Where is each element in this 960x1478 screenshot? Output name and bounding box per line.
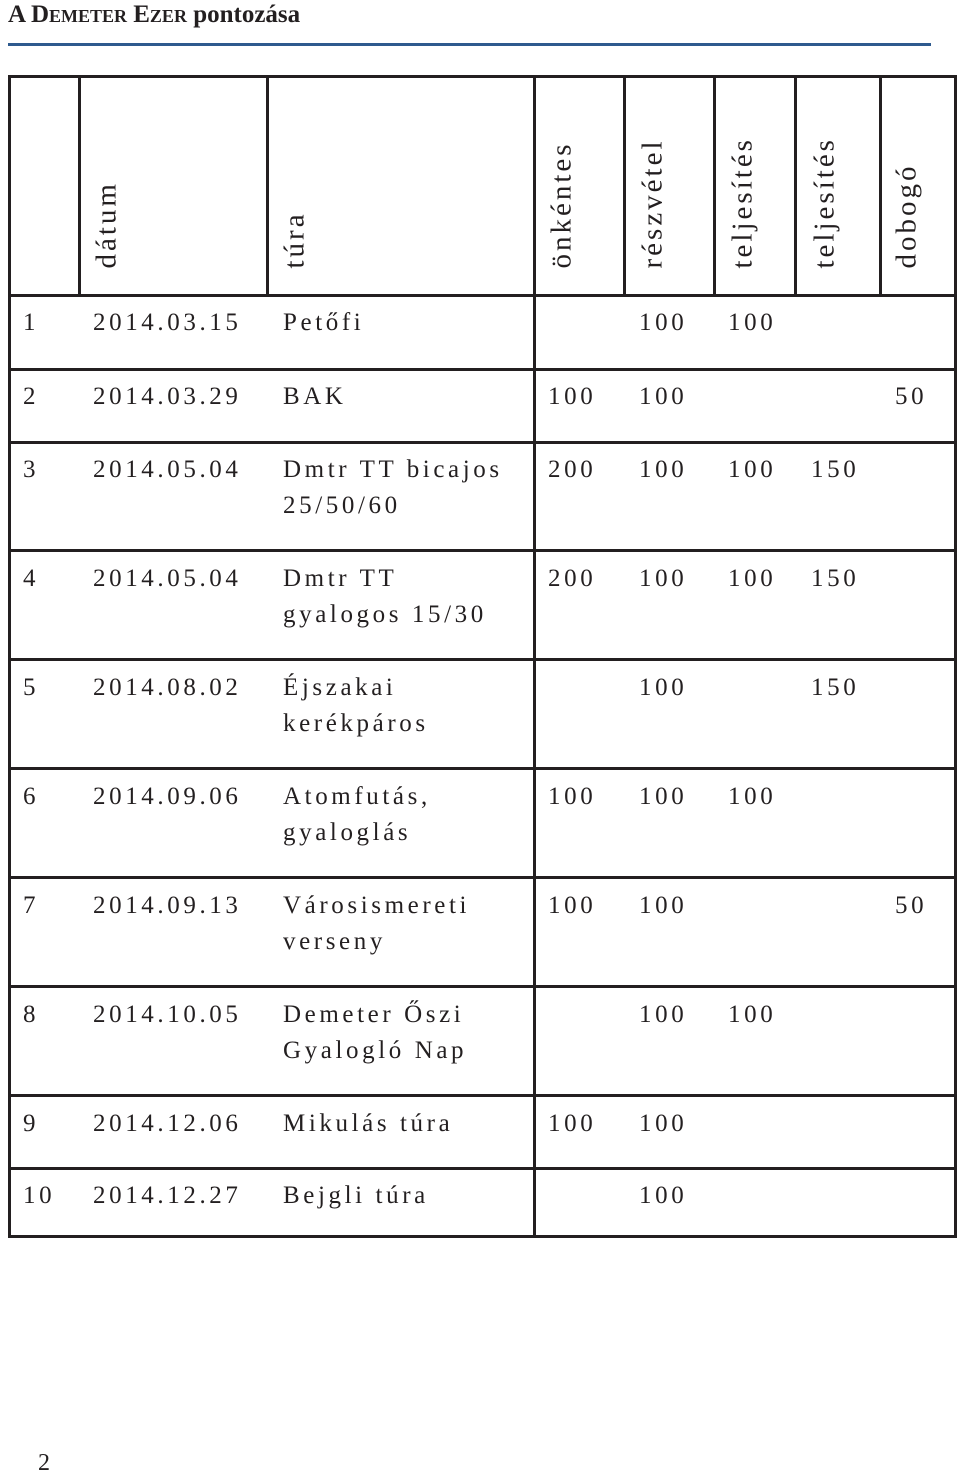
row-number: 5	[23, 674, 40, 701]
score-value: 100	[728, 1001, 777, 1028]
score-value: 100	[728, 565, 777, 592]
row-tura: Demeter Őszi	[283, 1001, 465, 1028]
column-header	[873, 78, 923, 297]
row-number: 3	[23, 456, 40, 483]
score-value: 150	[811, 674, 860, 701]
column-header-label: önkéntes	[545, 141, 578, 269]
column-header-label: teljesítés	[726, 137, 759, 269]
row-date: 2014.05.04	[93, 456, 242, 483]
row-tura: Dmtr TT bicajos	[283, 456, 503, 483]
score-value: 50	[895, 892, 928, 919]
row-number: 9	[23, 1110, 40, 1137]
score-value: 100	[548, 383, 597, 410]
score-value: 100	[639, 674, 688, 701]
page-title: A Demeter Ezer pontozása	[8, 1, 301, 28]
score-value: 50	[895, 383, 928, 410]
row-tura: Dmtr TT	[283, 565, 398, 592]
row-number: 6	[23, 783, 40, 810]
row-divider	[11, 1094, 954, 1097]
row-divider	[11, 441, 954, 444]
row-tura-line2: Gyalogló Nap	[283, 1037, 468, 1064]
row-divider	[11, 658, 954, 661]
score-value: 100	[639, 309, 688, 336]
row-tura: Mikulás túra	[283, 1110, 454, 1137]
row-number: 2	[23, 383, 40, 410]
score-value: 100	[728, 456, 777, 483]
row-divider	[11, 985, 954, 988]
row-tura: Petőfi	[283, 309, 365, 336]
column-header	[261, 78, 311, 297]
row-divider	[11, 368, 954, 371]
row-date: 2014.12.06	[93, 1110, 242, 1137]
score-value: 100	[639, 456, 688, 483]
score-value: 100	[548, 892, 597, 919]
row-number: 4	[23, 565, 40, 592]
row-date: 2014.03.29	[93, 383, 242, 410]
row-tura-line2: kerékpáros	[283, 710, 429, 737]
row-tura: Atomfutás,	[283, 783, 431, 810]
score-value: 100	[639, 1110, 688, 1137]
score-value: 100	[639, 892, 688, 919]
score-value: 100	[548, 783, 597, 810]
score-value: 100	[639, 783, 688, 810]
row-tura-line2: verseny	[283, 928, 386, 955]
row-date: 2014.09.06	[93, 783, 242, 810]
score-value: 100	[639, 565, 688, 592]
score-value: 200	[548, 565, 597, 592]
row-divider	[11, 767, 954, 770]
row-date: 2014.03.15	[93, 309, 242, 336]
score-value: 100	[728, 783, 777, 810]
row-date: 2014.08.02	[93, 674, 242, 701]
column-header	[791, 78, 841, 297]
column-header	[73, 78, 123, 297]
score-value: 100	[639, 1182, 688, 1209]
score-value: 200	[548, 456, 597, 483]
row-divider	[11, 876, 954, 879]
score-value: 100	[639, 383, 688, 410]
column-header-label: teljesítés	[808, 137, 841, 269]
row-date: 2014.12.27	[93, 1182, 242, 1209]
row-date: 2014.05.04	[93, 565, 242, 592]
row-tura-line2: gyaloglás	[283, 819, 412, 846]
row-tura-line2: gyalogos 15/30	[283, 601, 487, 628]
score-value: 100	[728, 309, 777, 336]
row-tura: Bejgli túra	[283, 1182, 429, 1209]
row-date: 2014.09.13	[93, 892, 242, 919]
column-header	[619, 78, 669, 297]
row-tura-line2: 25/50/60	[283, 492, 401, 519]
row-date: 2014.10.05	[93, 1001, 242, 1028]
row-tura: BAK	[283, 383, 347, 410]
score-value: 100	[548, 1110, 597, 1137]
score-value: 100	[639, 1001, 688, 1028]
row-tura: Éjszakai	[283, 674, 397, 701]
score-value: 150	[811, 456, 860, 483]
row-tura: Városismereti	[283, 892, 471, 919]
column-header	[709, 78, 759, 297]
column-header-label: dobogó	[890, 163, 923, 269]
column-header-label: dátum	[90, 181, 123, 269]
row-number: 7	[23, 892, 40, 919]
column-header-label: túra	[278, 211, 311, 269]
row-number: 8	[23, 1001, 40, 1028]
score-value: 150	[811, 565, 860, 592]
column-header-label: részvétel	[636, 138, 669, 269]
row-divider	[11, 549, 954, 552]
page-number: 2	[38, 1450, 50, 1476]
row-number: 1	[23, 309, 40, 336]
score-table	[8, 75, 957, 1238]
row-number: 10	[23, 1182, 56, 1209]
column-header	[528, 78, 578, 297]
title-rule	[8, 43, 931, 46]
row-divider	[11, 1167, 954, 1170]
